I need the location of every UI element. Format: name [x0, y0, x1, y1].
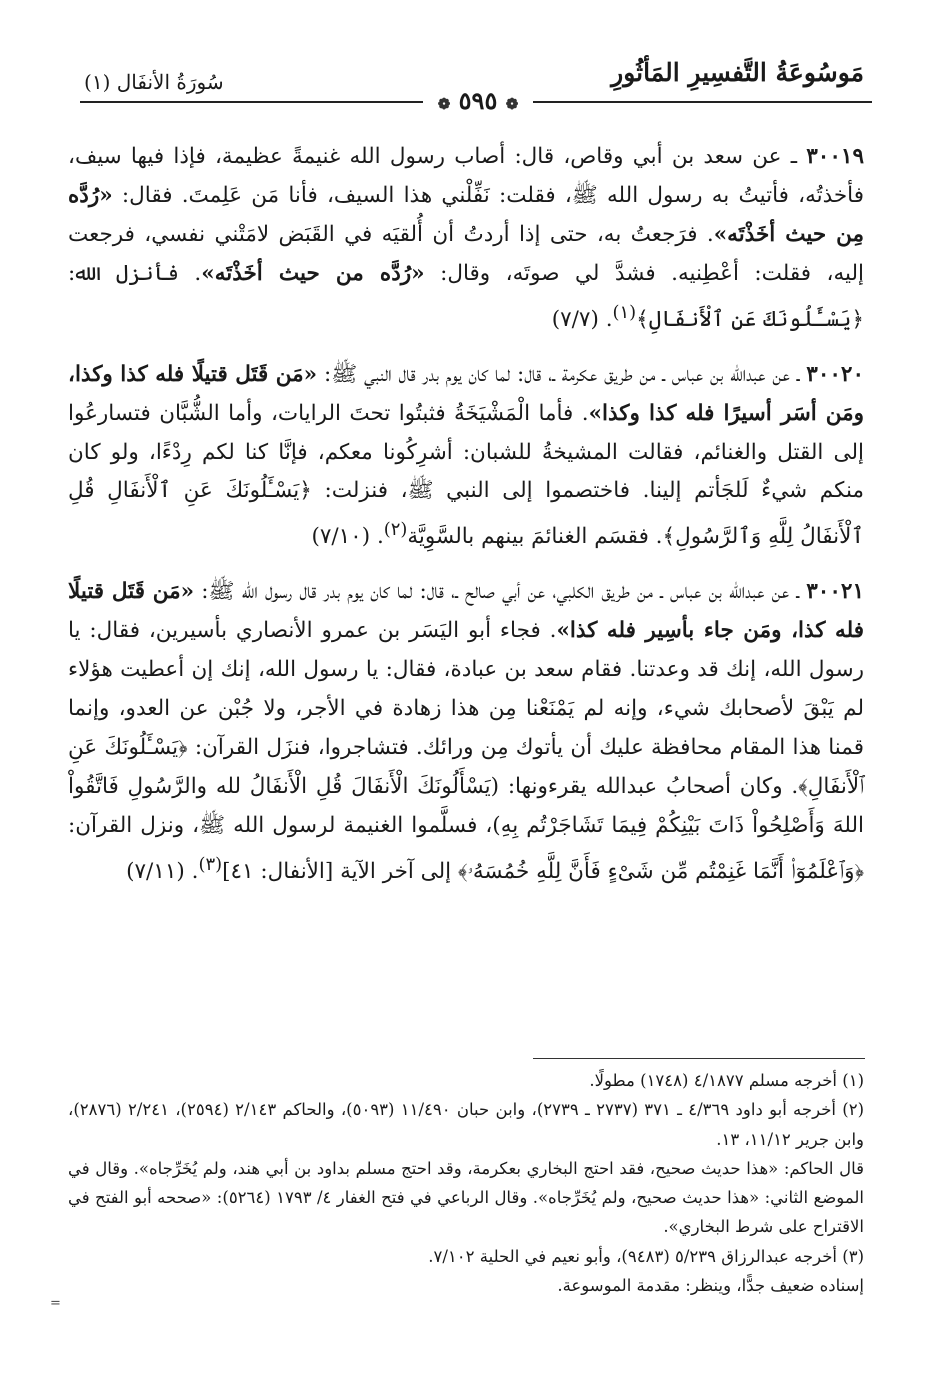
entry-30020 [68, 356, 864, 558]
volume-reference: (٧/١٠) [311, 524, 371, 550]
footnote-marker: (٢) [383, 519, 408, 541]
entry-number: ٣٠٠٢٠ [806, 361, 865, 387]
footnote-divider [533, 1058, 865, 1059]
footnote-2-note: قال الحاكم: «هذا حديث صحيح، فقد احتج البخاري بعكرمة، وقد احتج مسلم بداود بن أبي هند، ولم يُخَرِّجاه». وقال في الموضع الثاني: «هذا حديث صحيح، ولم يُخَرِّجاه». وقال الرباعي في فتح الغفار ٤/ ١٧٩٣ (٥٢٦٤): «صححه أبو الفتح في الاقتراح على شرط البخاري». [68, 1158, 864, 1237]
hadith-quote: «رُدَّه من حيث أخَذْتَه» [201, 260, 425, 286]
book-title: مَوسُوعَةُ التَّفسِيرِ المَأثُورِ [611, 58, 864, 87]
footnote-marker: (٣) [198, 853, 223, 875]
entry-text: . [370, 524, 384, 550]
footnote-2: (٢) أخرجه أبو داود ٤/٣٦٩ ـ ٣٧١ (٢٧٣٧ ـ ٢٧٣٩)، وابن حبان ١١/٤٩٠ (٥٠٩٣)، والحاكم ٢/١٤٣ (٢٥٩٤)، ٢/٢٤١ (٢٨٧٦)، وابن جرير ١١/١٢، ١٣. [68, 1100, 865, 1149]
footnote-marker: (١) [612, 301, 637, 323]
entry-text: ـ عن سعد بن أبي وقاص، قال: أصاب رسول الله غنيمةً عظيمة، فإذا فيها سيف، فأخذتُه، فأتيتُ به رسول الله ﷺ، فقلت: نَفِّلْني هذا السيف، فأنا مَن عَلِمتَ. فقال: [68, 144, 864, 208]
entry-30021 [68, 573, 864, 891]
entry-number: ٣٠٠١٩ [806, 144, 864, 169]
page-number-block [423, 86, 533, 115]
footnotes [68, 1066, 864, 1300]
entry-text: ـ عن عبدالله بن عباس ـ من طريق الكلبي، عن أبي صالح ـ، قال: لما كان يوم بدر قال رسول الله ﷺ: [194, 579, 807, 605]
main-text [68, 138, 864, 908]
ornament-icon: ❁ [437, 95, 451, 113]
footnote-3: (٣) أخرجه عبدالرزاق ٥/٢٣٩ (٩٤٨٣)، وأبو نعيم في الحلية ٧/١٠٢. [428, 1246, 864, 1266]
entry-text: . فجاء أبو اليَسَر بن عمرو الأنصاري بأسيرين، فقال: يا رسول الله، إنك قد وعدتنا. فقام سعد بن عبادة، فقال: يا رسول الله، إنك إن أعطيت هؤلاء لم يَبْقَ لأصحابك شيء، وإنه لم يَمْنَعْنا مِن هذا زهادة في الأجر، ولا جُبْن عن العدو، وإنما قمنا هذا المقام محافظة عليك أن يأتوك مِن ورائك. فتشاجروا، فنزَل القرآن: ﴿يَسْـَٔلُونَكَ عَنِ ٱلْأَنفَالِ﴾. وكان أصحابُ عبدالله يقرءونها: (يَسْأَلُونَكَ الْأَنفَالَ قُلِ الْأَنفَالُ لله والرَّسُولِ فَاتَّقُواْ اللهَ وَأَصْلِحُواْ ذَاتَ بَيْنِكُمْ فِيمَا تَشَاجَرْتُم بِهِ)، فسلَّموا الغنيمة لرسول الله ﷺ، ونزل القرآن: ﴿وَٱعْلَمُوٓا۟ أَنَّمَا غَنِمْتُم مِّن شَىْءٍ فَأَنَّ لِلَّهِ خُمُسَهُۥ﴾ إلى آخر الآية [الأنفال: ٤١] [68, 618, 864, 884]
entry-text: . [184, 858, 199, 884]
entry-text: . فأما الْمَشْيَخَةُ فثبتُوا تحتَ الرايات، وأما الشُّبَّان فتسارعُوا إلى القتل والغنائم، فقالت المشيخةُ للشبان: أشرِكُونا معكم، فإنَّا كنا لكم رِدْءًا، ولو كان منكم شيءٌ لَلجَأتم إلينا. فاختصموا إلى النبي ﷺ، فنزلت: ﴿يَسْـَٔلُونَكَ عَنِ ٱلْأَنفَالِ قُلِ ٱلْأَنفَالُ لِلَّهِ وَٱلرَّسُولِ﴾. فقسَم الغنائمَ بينهم بالسَّوِيَّة [68, 400, 864, 550]
volume-reference: (٧/١١) [126, 858, 185, 884]
footnote-1: (١) أخرجه مسلم ٤/١٨٧٧ (١٧٤٨) مطولًا. [589, 1071, 864, 1090]
entry-number: ٣٠٠٢١ [806, 579, 864, 605]
hadith-quote: «رُدَّه مِن حيث أخَذْتَه» [68, 182, 864, 247]
entry-30019 [68, 138, 864, 340]
ornament-icon: ❁ [505, 95, 519, 113]
page-number: ٥٩٥ [458, 86, 498, 115]
entry-text: . [598, 306, 613, 332]
entry-text: . فرَجعتُ به، حتى إذا أردتُ أن أُلقيَه في القَبَض لامَتْني نفسي، فرجعت إليه، فقلت: أعْطِنيه. فشدَّ لي صوتَه، وقال: [68, 221, 865, 286]
hadith-quote: «مَن قَتَل قتيلًا فله كذا وكذا، ومَن أسَر أسيرًا فله كذا وكذا» [68, 361, 864, 426]
margin-mark: = [50, 1296, 61, 1311]
surah-title: سُورَةُ الأنفَال (١) [84, 70, 224, 94]
volume-reference: (٧/٧) [551, 306, 599, 332]
entry-text: . فأنزل الله: ﴿يَسْـَٔلُونَكَ عَنِ ٱلْأَنفَالِ﴾ [68, 260, 864, 332]
entry-text: ـ عن عبدالله بن عباس ـ من طريق عكرمة ـ، قال: لما كان يوم بدر قال النبي ﷺ: [317, 361, 807, 387]
footnote-3-note: إسناده ضعيف جدًّا، وينظر: مقدمة الموسوعة. [557, 1276, 864, 1296]
hadith-quote: «مَن قَتَل قتيلًا فله كذا، ومَن جاء بأسِير فله كذا» [68, 579, 864, 644]
